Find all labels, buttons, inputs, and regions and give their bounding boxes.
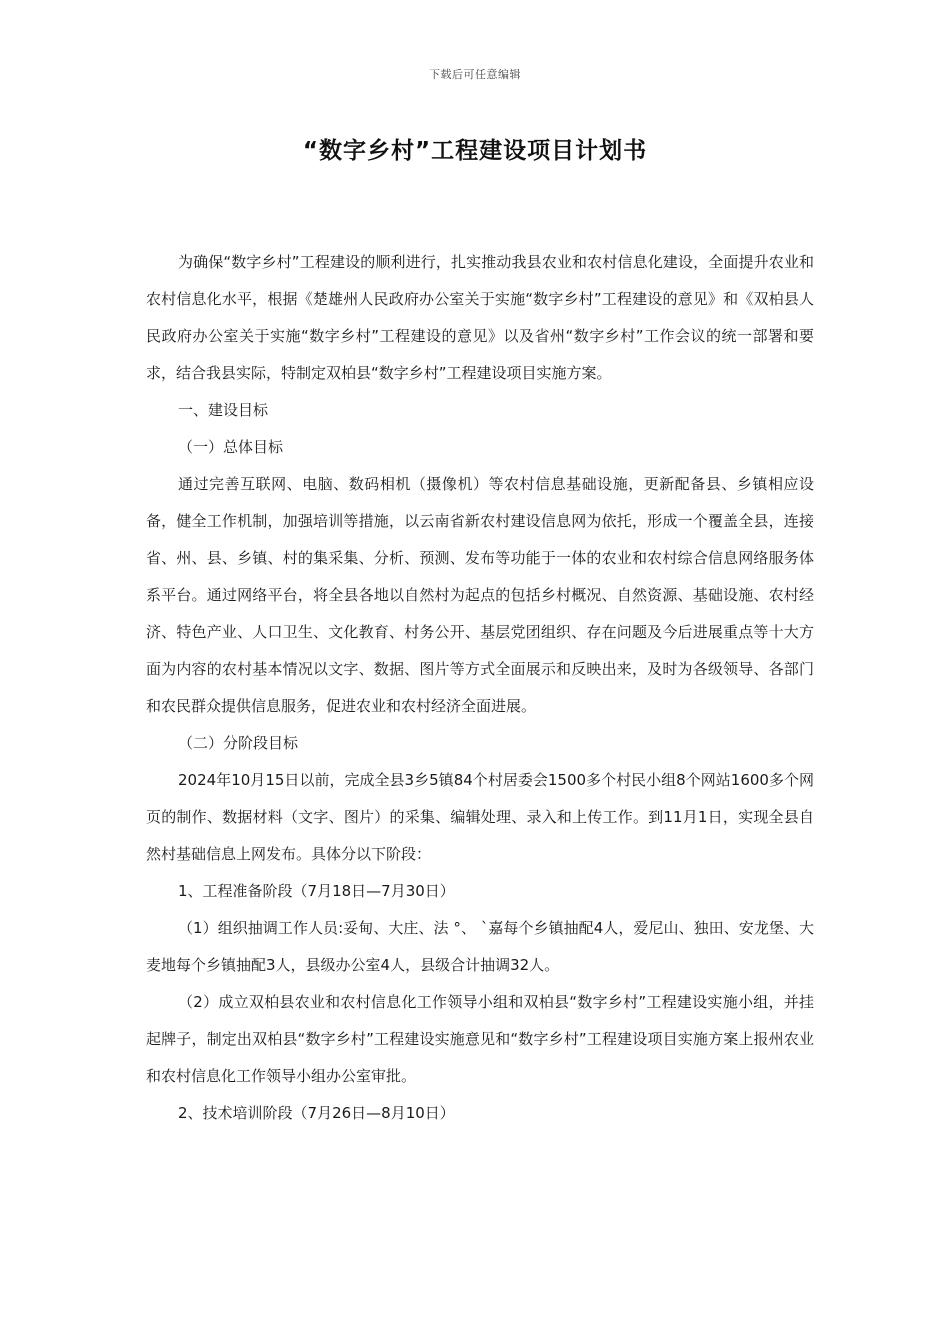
- section-heading: 一、建设目标: [178, 401, 269, 419]
- phase-heading: 2、技术培训阶段（7月26日—8月10日）: [178, 1104, 455, 1122]
- document-title: “数字乡村”工程建设项目计划书: [302, 138, 648, 164]
- header-note: 下载后可任意编辑: [429, 68, 521, 81]
- paragraph-phase-goal: 2024年10月15日以前，完成全县3乡5镇84个村居委会1500多个村民小组8个网站1600多个网页的制作、数据材料（文字、图片）的采集、编辑处理、录入和上传工作。到11月1日，实现全县自然村基础信息上网发布。具体分以下阶段：: [146, 771, 814, 863]
- paragraph-item-1: （1）组织抽调工作人员:妥甸、大庄、法 °、 `嘉每个乡镇抽配4人，爱尼山、独田、安龙堡、大麦地每个乡镇抽配3人，县级办公室4人，县级合计抽调32人。: [146, 919, 814, 974]
- paragraph-overall-goal: 通过完善互联网、电脑、数码相机（摄像机）等农村信息基础设施，更新配备县、乡镇相应设备，健全工作机制，加强培训等措施，以云南省新农村建设信息网为依托，形成一个覆盖全县，连接省、州、县、乡镇、村的集采集、分析、预测、发布等功能于一体的农业和农村综合信息网络服务体系平台。通过网络平台，将全县各地以自然村为起点的包括乡村概况、自然资源、基础设施、农村经济、特色产业、人口卫生、文化教育、村务公开、基层党团组织、存在问题及今后进展重点等十大方面为内容的农村基本情况以文字、数据、图片等方式全面展示和反映出来，及时为各级领导、各部门和农民群众提供信息服务，促进农业和农村经济全面进展。: [146, 475, 814, 715]
- phase-heading: 1、工程准备阶段（7月18日—7月30日）: [178, 882, 455, 900]
- subsection-heading: （二）分阶段目标: [178, 734, 299, 752]
- subsection-heading: （一）总体目标: [178, 438, 284, 456]
- document-body: [146, 244, 814, 1132]
- paragraph-item-2: （2）成立双柏县农业和农村信息化工作领导小组和双柏县“数字乡村”工程建设实施小组，并挂起牌子，制定出双柏县“数字乡村”工程建设实施意见和“数字乡村”工程建设项目实施方案上报州农业和农村信息化工作领导小组办公室审批。: [146, 993, 814, 1085]
- paragraph-intro: 为确保“数字乡村”工程建设的顺利进行，扎实推动我县农业和农村信息化建设，全面提升农业和农村信息化水平，根据《楚雄州人民政府办公室关于实施“数字乡村”工程建设的意见》和《双柏县人民政府办公室关于实施“数字乡村”工程建设的意见》以及省州“数字乡村”工作会议的统一部署和要求，结合我县实际，特制定双柏县“数字乡村”工程建设项目实施方案。: [146, 253, 814, 382]
